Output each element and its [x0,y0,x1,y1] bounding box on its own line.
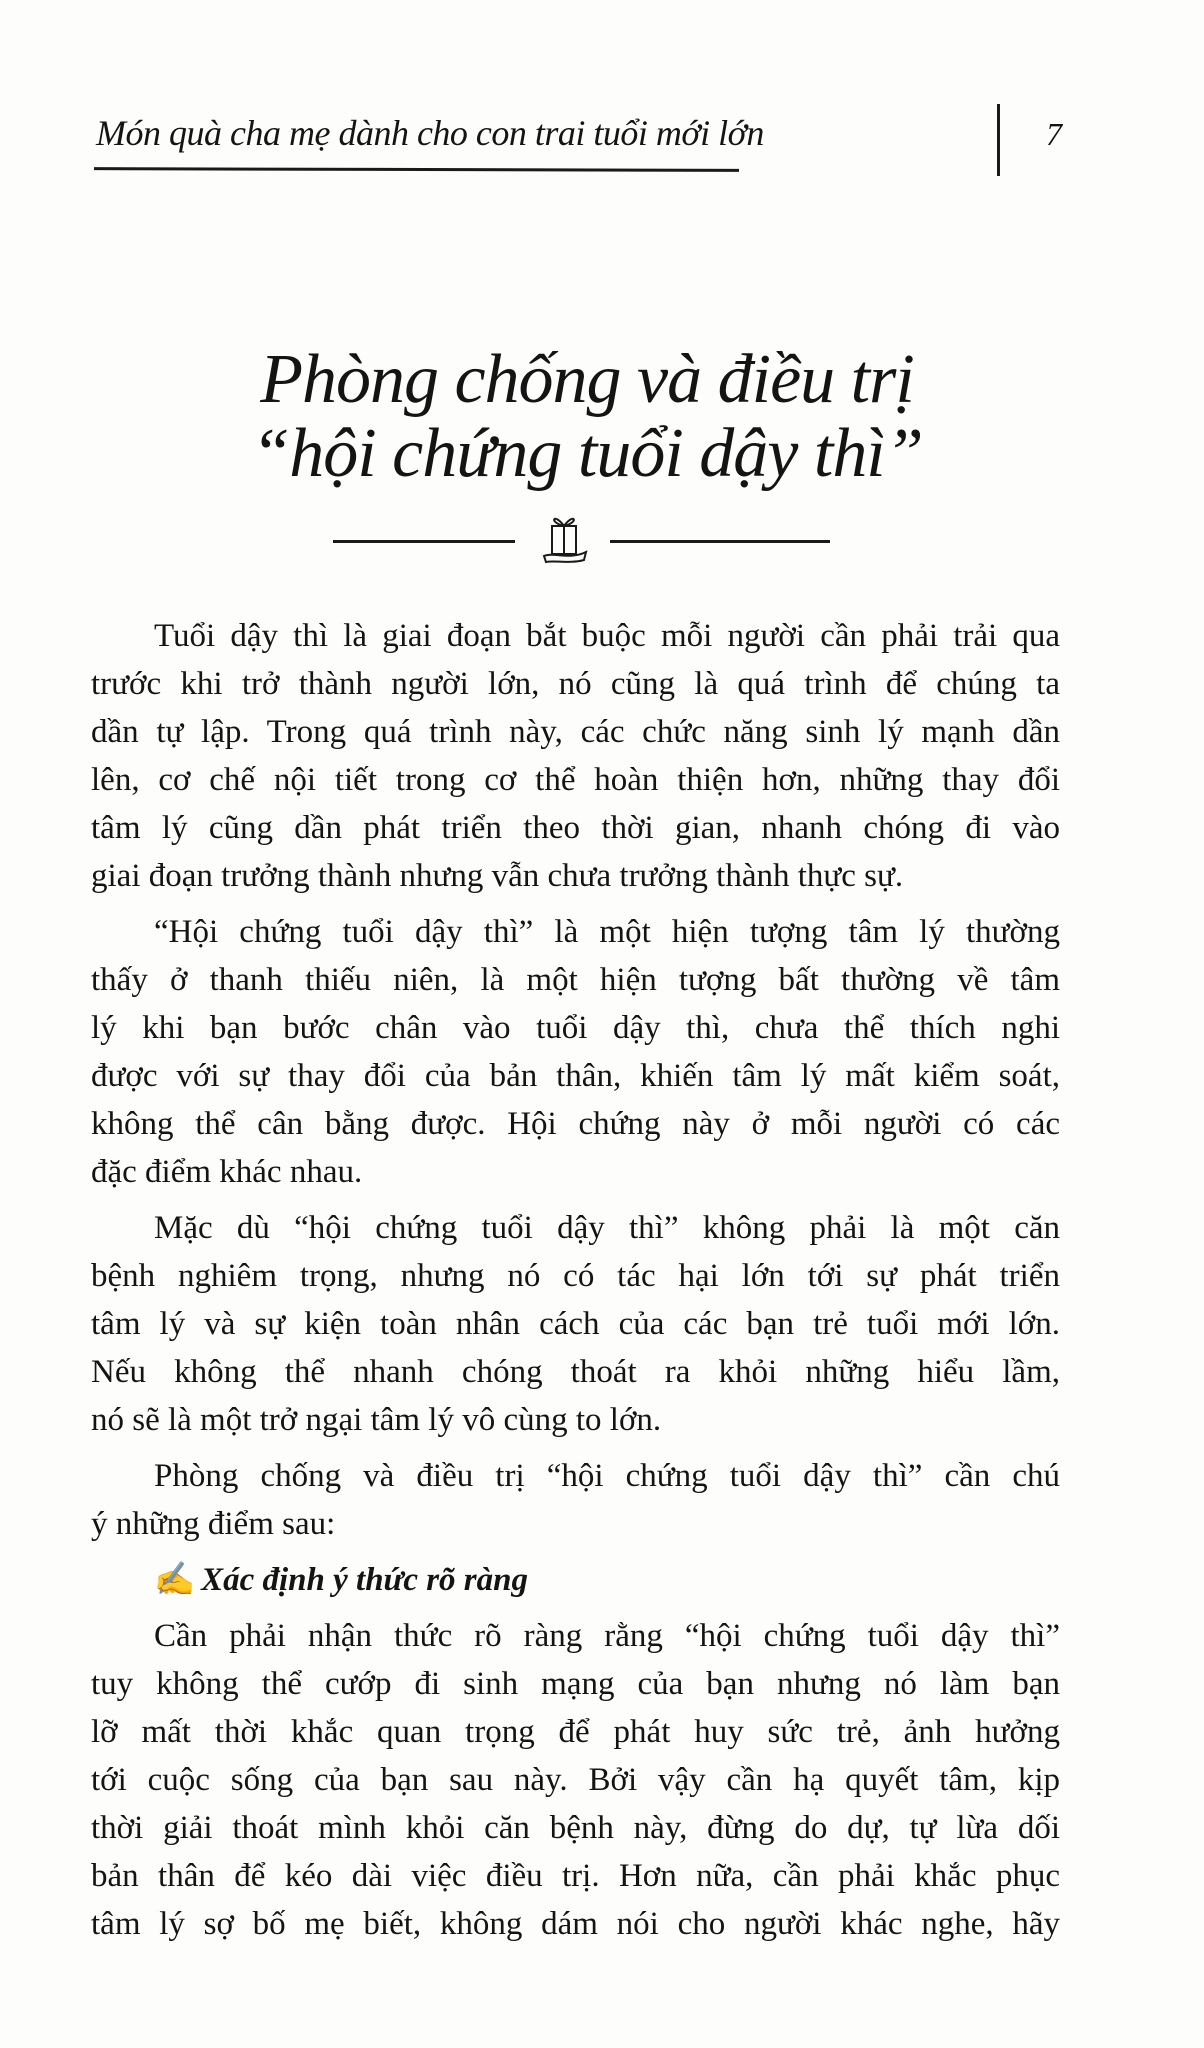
ornament-rule-right [610,540,830,543]
chapter-title-line2: “hội chứng tuổi dậy thì” [251,415,923,492]
page-number: 7 [1046,116,1062,152]
text-line: nó sẽ là một trở ngại tâm lý vô cùng to lớn. [91,1402,662,1438]
text-line: thấy ở thanh thiếu niên, là một hiện tượng bất thường về tâm [91,962,1060,998]
text-line: Mặc dù “hội chứng tuổi dậy thì” không phải là một căn [154,1210,1060,1246]
chapter-title-line1: Phòng chống và điều trị [260,341,914,418]
text-line: Nếu không thể nhanh chóng thoát ra khỏi những hiểu lầm, [91,1354,1060,1390]
text-line: bệnh nghiêm trọng, nhưng nó có tác hại lớn tới sự phát triển [91,1258,1060,1294]
text-line: Tuổi dậy thì là giai đoạn bắt buộc mỗi người cần phải trải qua [154,618,1060,654]
header-divider [997,104,1000,176]
text-line: tuy không thể cướp đi sinh mạng của bạn nhưng nó làm bạn [91,1666,1060,1702]
text-line: lỡ mất thời khắc quan trọng để phát huy sức trẻ, ảnh hưởng [91,1714,1060,1750]
text-line: đặc điểm khác nhau. [91,1154,363,1190]
paragraph [91,1452,1060,1548]
text-line: ý những điểm sau: [91,1506,336,1542]
text-line: trước khi trở thành người lớn, nó cũng là quá trình để chúng ta [91,666,1060,702]
text-line: lý khi bạn bước chân vào tuổi dậy thì, chưa thể thích nghi [91,1010,1060,1046]
text-line: tâm lý và sự kiện toàn nhân cách của các bạn trẻ tuổi mới lớn. [91,1306,1060,1342]
text-line: được với sự thay đổi của bản thân, khiến tâm lý mất kiểm soát, [91,1058,1060,1094]
text-line: bản thân để kéo dài việc điều trị. Hơn nữa, cần phải khắc phục [91,1858,1060,1894]
text-line: lên, cơ chế nội tiết trong cơ thể hoàn thiện hơn, những thay đổi [91,762,1060,798]
body-text [91,612,1060,1948]
text-line: tới cuộc sống của bạn sau này. Bởi vậy cần hạ quyết tâm, kịp [91,1762,1060,1798]
subheading-text: Xác định ý thức rõ ràng [201,1562,528,1598]
header-rule [94,167,739,172]
text-line: thời giải thoát mình khỏi căn bệnh này, đừng do dự, tự lừa dối [91,1810,1060,1846]
ornament-rule-left [333,540,515,543]
running-title: Món quà cha mẹ dành cho con trai tuổi mới lớn [96,113,764,153]
paragraph [91,612,1060,900]
text-line: giai đoạn trưởng thành nhưng vẫn chưa trưởng thành thực sự. [91,858,904,894]
subheading [91,1556,1060,1604]
paragraph [91,908,1060,1196]
paragraph [91,1204,1060,1444]
text-line: “Hội chứng tuổi dậy thì” là một hiện tượng tâm lý thường [154,914,1060,950]
text-line: dần tự lập. Trong quá trình này, các chức năng sinh lý mạnh dần [91,714,1060,750]
writing-hand-icon: ✍ [154,1562,196,1598]
text-line: tâm lý cũng dần phát triển theo thời gian, nhanh chóng đi vào [91,810,1060,846]
text-line: Phòng chống và điều trị “hội chứng tuổi dậy thì” cần chú [154,1458,1060,1494]
text-line: không thể cân bằng được. Hội chứng này ở mỗi người có các [91,1106,1060,1142]
gift-box-icon [540,508,590,564]
text-line: Cần phải nhận thức rõ ràng rằng “hội chứng tuổi dậy thì” [154,1618,1060,1654]
text-line: tâm lý sợ bố mẹ biết, không dám nói cho người khác nghe, hãy [91,1906,1060,1942]
paragraph [91,1612,1060,1948]
